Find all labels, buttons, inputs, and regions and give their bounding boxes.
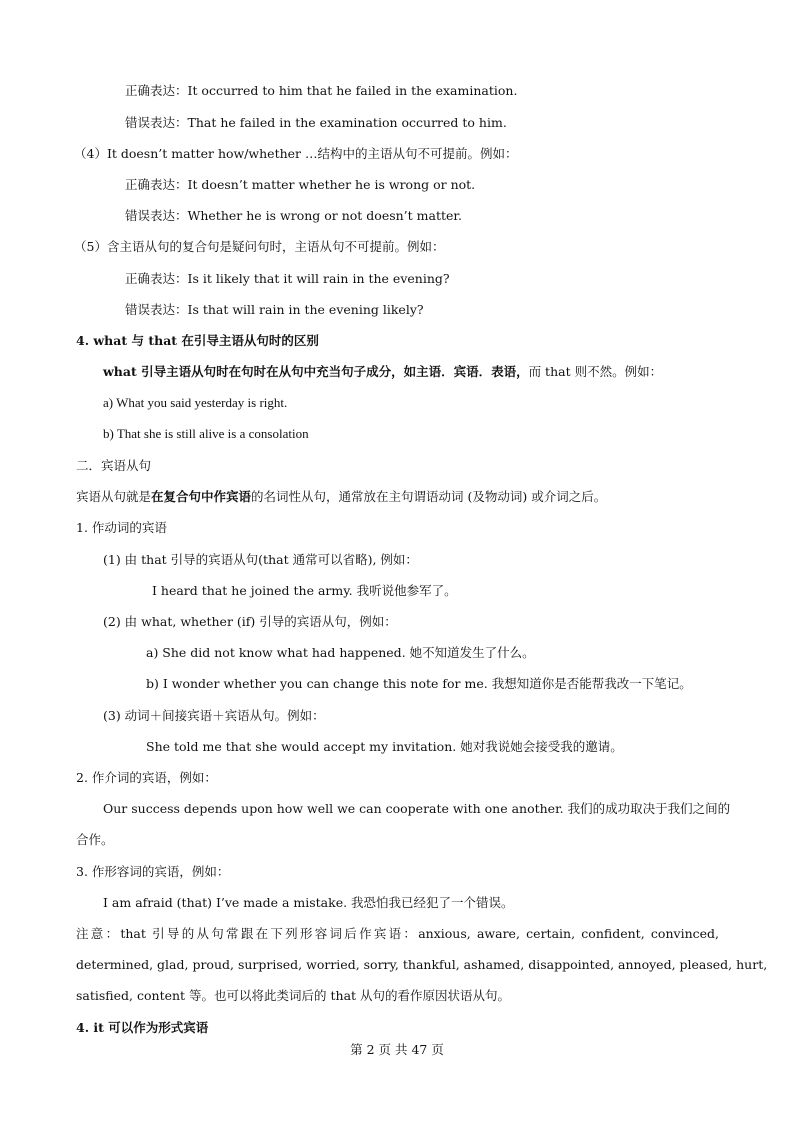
definition-part-1: 宾语从句就是 — [76, 489, 152, 504]
wrong-example-1: 错误表达：That he failed in the examination occurred to him. — [125, 115, 507, 130]
subheading-that-clause: (1) 由 that 引导的宾语从句(that 通常可以省略), 例如： — [103, 552, 418, 567]
example-wonder: b) I wonder whether you can change this note for me. 我想知道你是否能帮我改一下笔记。 — [146, 676, 692, 691]
wrong-example-3: 错误表达：Is that will rain in the evening likely? — [125, 302, 424, 317]
correct-example-1: 正确表达：It occurred to him that he failed in the examination. — [125, 83, 518, 98]
rule-4: （4）It doesn’t matter how/whether …结构中的主语从句不可提前。例如： — [74, 146, 518, 161]
example-didnt-know: a) She did not know what had happened. 她不知道发生了什么。 — [146, 645, 535, 660]
correct-example-2: 正确表达：It doesn’t matter whether he is wrong or not. — [125, 177, 476, 192]
heading-adjective-object: 3. 作形容词的宾语，例如： — [76, 864, 230, 879]
rule-5: （5）含主语从句的复合句是疑问句时，主语从句不可提前。例如： — [74, 239, 445, 254]
example-a: a) What you said yesterday is right. — [103, 395, 288, 410]
object-clause-definition — [76, 487, 606, 507]
what-that-explanation-rest: 而 that 则不然。例如： — [528, 364, 663, 379]
section-heading-what-that: 4. what 与 that 在引导主语从句时的区别 — [76, 333, 319, 348]
definition-bold: 在复合句中作宾语 — [151, 489, 252, 504]
example-mistake: I am afraid (that) I’ve made a mistake. 我恐怕我已经犯了一个错误。 — [103, 895, 514, 910]
what-that-explanation-bold: what 引导主语从句时在句时在从句中充当句子成分，如主语．宾语．表语， — [103, 364, 529, 379]
heading-verb-object: 1. 作动词的宾语 — [76, 520, 167, 535]
example-cooperate: Our success depends upon how well we can cooperate with one another. 我们的成功取决于我们之间的 — [103, 801, 731, 816]
heading-formal-object: 4. it 可以作为形式宾语 — [76, 1020, 209, 1035]
what-that-explanation — [103, 362, 662, 382]
note-line-3: satisfied, content 等。也可以将此类词后的 that 从句的看作原因状语从句。 — [76, 988, 511, 1003]
example-joined-army: I heard that he joined the army. 我听说他参军了。 — [152, 583, 457, 598]
example-invitation: She told me that she would accept my invitation. 她对我说她会接受我的邀请。 — [146, 739, 623, 754]
section-title-object-clause: 二．宾语从句 — [76, 458, 152, 473]
note-line-1: 注意：that 引导的从句常跟在下列形容词后作宾语：anxious, aware, certain, confident, convinced, — [76, 926, 719, 941]
example-cooperate-cont: 合作。 — [76, 832, 114, 847]
example-b: b) That she is still alive is a consolation — [103, 426, 309, 441]
subheading-what-whether: (2) 由 what, whether (if) 引导的宾语从句，例如： — [103, 614, 397, 629]
definition-part-2: 的名词性从句，通常放在主句谓语动词 (及物动词) 或介词之后。 — [251, 489, 607, 504]
note-line-2: determined, glad, proud, surprised, worried, sorry, thankful, ashamed, disappointed, annoyed, pleased, hurt, — [76, 957, 768, 972]
heading-preposition-object: 2. 作介词的宾语，例如： — [76, 770, 217, 785]
page-footer: 第 2 页 共 47 页 — [350, 1042, 444, 1057]
subheading-indirect-object: (3) 动词＋间接宾语＋宾语从句。例如： — [103, 708, 325, 723]
wrong-example-2: 错误表达：Whether he is wrong or not doesn’t matter. — [125, 208, 462, 223]
correct-example-3: 正确表达：Is it likely that it will rain in the evening? — [125, 271, 450, 286]
